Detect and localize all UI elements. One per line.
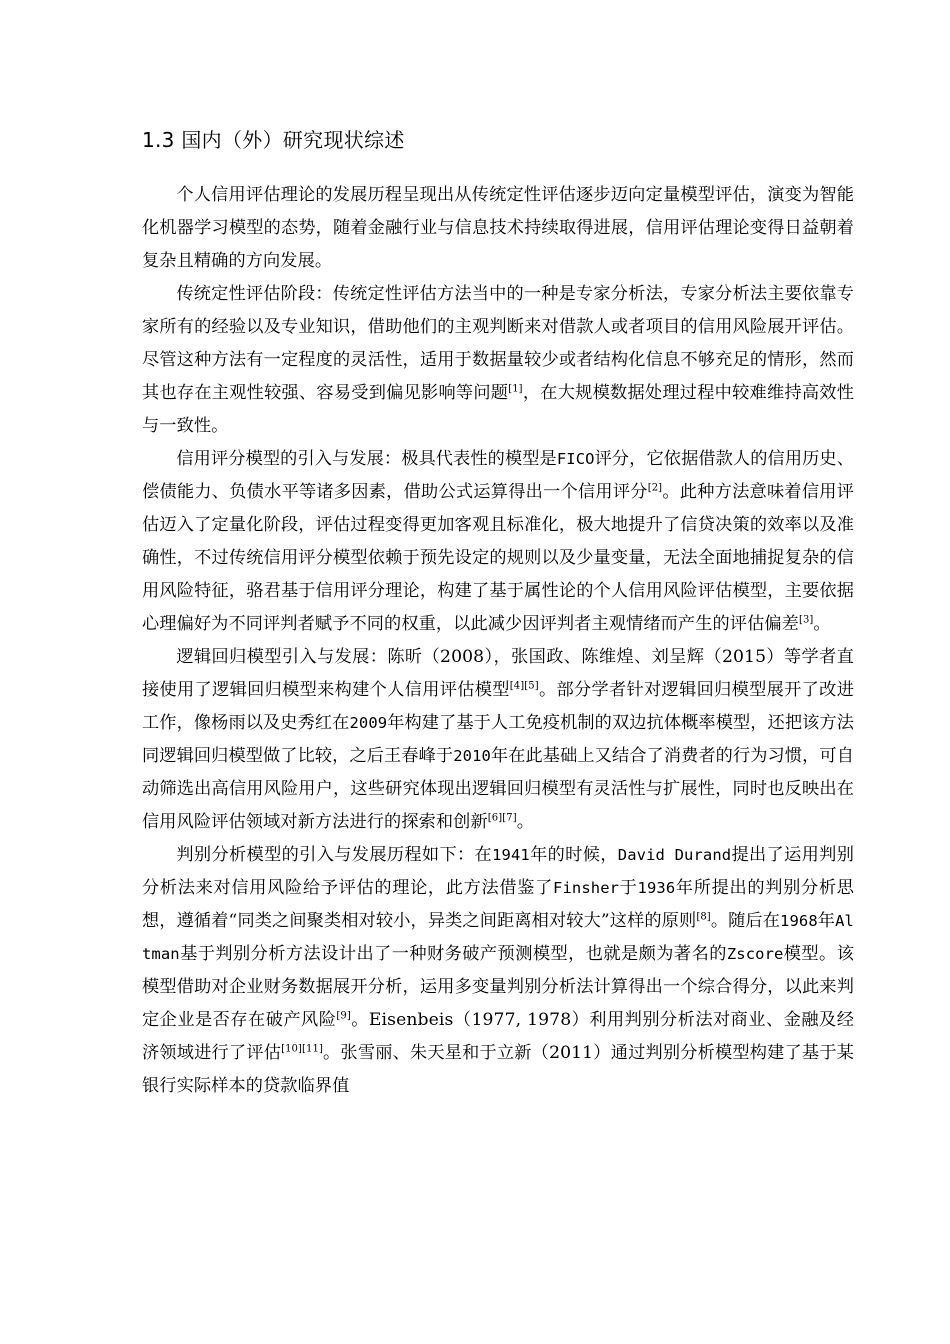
- paragraph-p4: [142, 641, 854, 839]
- citation-ref: [2]: [647, 482, 663, 494]
- document-body: [142, 179, 854, 1103]
- paragraph-text: 于: [619, 878, 638, 898]
- section-heading: 1.3 国内（外）研究现状综述: [142, 128, 405, 152]
- citation-ref: [1]: [508, 383, 523, 395]
- citation-ref: [6][7]: [487, 812, 517, 824]
- paragraph-text: 。部分学者针对逻辑回归模型展开了改进工作，像杨雨以及史秀红在: [142, 680, 854, 733]
- citation-ref: [8]: [696, 911, 711, 923]
- inline-term: Altman: [142, 912, 854, 963]
- paragraph-text: 。: [516, 812, 534, 832]
- paragraph-text: 提出了运用判别分析法来对信用风险给予评估的理论，此方法借鉴了: [142, 845, 854, 898]
- inline-term: Finsher: [553, 879, 620, 897]
- paragraph-text: 年构建了基于人工免疫机制的双边抗体概率模型，还把该方法同逻辑回归模型做了比较，之后王春峰于: [142, 713, 855, 766]
- paragraph-text: ，在大规模数据处理过程中较难维持高效性与一致性。: [142, 383, 854, 436]
- paragraph-text: 个人信用评估理论的发展历程呈现出从传统定性评估逐步迈向定量模型评估，演变为智能化机器学习模型的态势，随着金融行业与信息技术持续取得进展，信用评估理论变得日益朝着复杂且精确的方向发展。: [142, 185, 854, 271]
- inline-term: FICO: [556, 450, 595, 468]
- paragraph-p3: [142, 443, 854, 641]
- paragraph-text: 。随后在: [710, 911, 781, 931]
- inline-term: 1968: [780, 912, 818, 930]
- paragraph-text: 基于判别分析方法设计出了一种财务破产预测模型，也就是颇为著名的: [179, 944, 727, 964]
- paragraph-text: 评分，它依据借款人的信用历史、偿债能力、负债水平等诸多因素，借助公式运算得出一个信用评分: [142, 449, 854, 502]
- paragraph-text: 。张雪丽、朱天星和于立新（2011）通过判别分析模型构建了基于某银行实际样本的贷款临界值: [142, 1043, 854, 1096]
- paragraph-text: 。此种方法意味着信用评估迈入了定量化阶段，评估过程变得更加客观且标准化，极大地提升了信贷决策的效率以及准确性，不过传统信用评分模型依赖于预先设定的规则以及少量变量，无法全面地捕捉复杂的信用风险特征，骆君基于信用评分理论，构建了基于属性论的个人信用风险评估模型，主要依据心理偏好为不同评判者赋予不同的权重，以此减少因评判者主观情绪而产生的评估偏差: [142, 482, 854, 634]
- paragraph-text: 模型。该模型借助对企业财务数据展开分析，运用多变量判别分析法计算得出一个综合得分，以此来判定企业是否存在破产风险: [142, 944, 854, 1030]
- inline-term: David Durand: [617, 846, 732, 864]
- inline-term: 2009: [349, 714, 388, 732]
- paragraph-text: 逻辑回归模型引入与发展：陈昕（2008），张国政、陈维煌、刘呈辉（2015）等学者直接使用了逻辑回归模型来构建个人信用评估模型: [142, 647, 854, 700]
- citation-ref: [4][5]: [509, 680, 539, 692]
- inline-term: 1936: [637, 879, 676, 897]
- paragraph-text: 年: [817, 911, 836, 931]
- citation-ref: [9]: [336, 1010, 351, 1022]
- paragraph-text: 信用评分模型的引入与发展：极具代表性的模型是: [176, 449, 557, 469]
- inline-term: Zscore: [726, 945, 784, 963]
- inline-term: 1941: [492, 846, 530, 864]
- paragraph-text: 年在此基础上又结合了消费者的行为习惯，可自动筛选出高信用风险用户，这些研究体现出逻辑回归模型有灵活性与扩展性，同时也反映出在信用风险评估领域对新方法进行的探索和创新: [142, 746, 854, 832]
- paragraph-text: 传统定性评估阶段：传统定性评估方法当中的一种是专家分析法，专家分析法主要依靠专家所有的经验以及专业知识，借助他们的主观判断来对借款人或者项目的信用风险展开评估。尽管这种方法有一定程度的灵活性，适用于数据量较少或者结构化信息不够充足的情形，然而其也存在主观性较强、容易受到偏见影响等问题: [142, 284, 854, 403]
- paragraph-text: 年的时候，: [529, 845, 618, 865]
- paragraph-text: 判别分析模型的引入与发展历程如下：在: [176, 845, 493, 865]
- paragraph-p2: [142, 278, 854, 443]
- citation-ref: [3]: [798, 614, 814, 626]
- inline-term: 2010: [453, 747, 491, 765]
- paragraph-text: 。Eisenbeis（1977, 1978）利用判别分析法对商业、金融及经济领域进行了评估: [142, 1010, 854, 1063]
- paragraph-text: 。: [813, 614, 831, 634]
- citation-ref: [10][11]: [281, 1043, 323, 1055]
- paragraph-text: 年所提出的判别分析思想，遵循着“同类之间聚类相对较小，异类之间距离相对较大”这样的原则: [142, 878, 854, 931]
- document-page: [142, 124, 854, 1103]
- paragraph-p1: [142, 179, 854, 278]
- paragraph-p5: [142, 839, 854, 1103]
